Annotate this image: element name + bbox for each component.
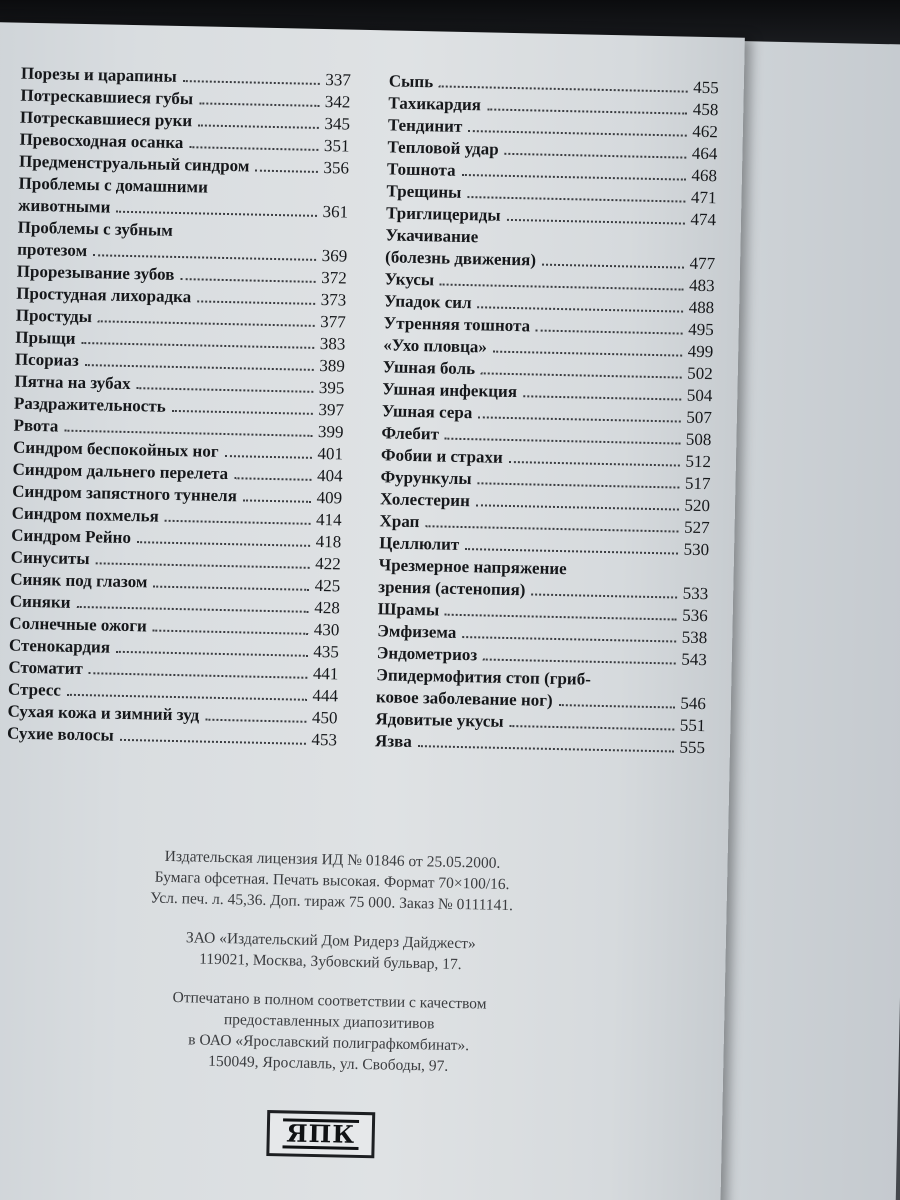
entry-page-number: 536 [682,605,708,626]
leader-dots [255,169,317,173]
leader-dots [461,173,685,181]
entry-page-number: 409 [316,487,343,508]
entry-title: Сухая кожа и зимний зуд [7,701,200,725]
entry-page-number: 504 [686,385,713,406]
entry-title: Рвота [13,415,59,436]
entry-title: Сыпь [388,71,434,92]
entry-title: животными [17,195,111,217]
entry-title: Ушная инфекция [382,379,518,402]
entry-title: Шрамы [377,599,440,620]
leader-dots [98,319,314,327]
entry-page-number: 462 [692,121,719,142]
entry-page-number: 471 [690,187,717,208]
leader-dots [76,605,308,613]
entry-page-number: 555 [679,737,706,758]
leader-dots [523,394,681,400]
leader-dots [183,79,320,85]
entry-title: Синуситы [10,547,90,569]
leader-dots [224,454,311,459]
leader-dots [493,350,682,357]
leader-dots [445,437,680,445]
entry-page-number: 356 [323,158,350,178]
entry-page-number: 345 [324,114,351,134]
logo-text: ЯПК [282,1118,359,1150]
entry-title: Целлюлит [378,533,460,554]
leader-dots [531,592,676,598]
entry-title: Солнечные ожоги [9,613,148,636]
entry-title: Ядовитые укусы [375,709,504,731]
entry-title: Упадок сил [384,291,472,313]
entry-title: Храп [379,511,420,532]
leader-dots [165,519,310,525]
entry-title: Язва [374,731,413,751]
leader-dots [234,476,311,481]
entry-page-number: 527 [683,517,710,538]
entry-page-number: 458 [692,99,719,120]
entry-title: Предменструальный синдром [18,151,250,176]
leader-dots [487,107,687,114]
entry-title: Сухие волосы [6,723,114,745]
entry-title: Триглицериды [385,203,501,225]
entry-page-number: 444 [312,685,339,706]
entry-title: Пятна на зубах [14,371,131,394]
publisher-line: 119021, Москва, Зубовский бульвар, 17. [199,950,462,974]
leader-dots [81,341,313,349]
printer-logo [266,1110,375,1158]
index-column-right [375,70,719,759]
leader-dots [509,460,680,467]
entry-title: Стоматит [8,657,84,679]
entry-page-number: 464 [691,143,718,164]
leader-dots [172,409,313,415]
entry-title: Фурункулы [380,467,472,489]
leader-dots [440,282,683,290]
entry-title: (болезнь движения) [384,247,537,270]
entry-title: Синдром запястного туннеля [11,481,238,506]
entry-title: Порезы и царапины [20,63,177,86]
leader-dots [197,299,315,304]
entry-page-number: 551 [679,715,706,736]
entry-title: Раздражительность [13,393,166,416]
entry-page-number: 474 [690,209,717,230]
entry-title: ковое заболевание ног) [375,687,553,710]
leader-dots [153,629,308,635]
entry-page-number: 361 [322,202,349,222]
leader-dots [205,718,306,723]
entry-page-number: 428 [314,597,341,618]
entry-title: Ушная боль [382,357,476,379]
imprint-block [78,844,583,1097]
leader-dots [542,263,684,269]
leader-dots [418,744,674,752]
entry-page-number: 507 [686,407,713,428]
leader-dots [180,277,315,283]
entry-title: Синдром похмелья [11,503,160,526]
entry-title: Тепловой удар [387,137,499,159]
entry-page-number: 430 [313,619,340,640]
leader-dots [465,547,677,554]
entry-page-number: 477 [689,253,716,274]
leader-dots [189,145,318,151]
entry-page-number: 369 [321,245,348,266]
entry-page-number: 418 [315,531,342,552]
leader-dots [153,585,308,591]
entry-page-number: 495 [688,319,714,340]
entry-page-number: 422 [315,553,341,574]
entry-title: Псориаз [14,349,79,370]
entry-title: Тендинит [387,115,463,136]
leader-dots [536,329,682,335]
entry-page-number: 373 [320,289,347,310]
entry-title: Укусы [384,269,435,290]
entry-page-number: 399 [317,421,344,442]
entry-title: зрения (астенопия) [378,577,526,600]
entry-page-number: 512 [685,451,712,472]
entry-title: Тошнота [386,159,456,180]
entry-title: Флебит [381,423,440,444]
leader-dots [95,561,309,568]
imprint-line: Издательская лицензия ИД № 01846 от 25.05.2000. [164,847,501,872]
entry-title: Простуды [15,305,93,327]
leader-dots [483,657,675,664]
leader-dots [439,84,687,92]
entry-page-number: 520 [684,495,711,516]
entry-title: протезом [17,239,88,261]
entry-title: Синдром дальнего перелета [12,459,229,484]
entry-page-number: 453 [311,729,338,750]
entry-title: Эндометриоз [376,643,478,665]
leader-dots [137,540,310,547]
entry-page-number: 468 [691,165,718,186]
book-page [0,22,745,1200]
entry-page-number: 337 [325,70,352,90]
imprint-line: Усл. печ. л. 45,36. Доп. тираж 75 000. Заказ № 0111141. [150,889,514,915]
printer-line: Отпечатано в полном соответствии с качеством [172,989,487,1013]
entry-title: Потрескавшиеся губы [20,85,194,109]
entry-page-number: 530 [683,539,710,560]
entry-title: Проблемы с домашними [18,173,209,197]
leader-dots [136,386,312,393]
entry-page-number: 404 [316,465,343,486]
entry-page-number: 397 [318,399,345,420]
entry-title: Синдром беспокойных ног [12,437,219,461]
leader-dots [93,253,316,261]
entry-page-number: 401 [317,443,344,464]
entry-page-number: 441 [312,663,339,684]
entry-page-number: 450 [311,707,338,728]
publisher-info [80,925,581,977]
entry-page-number: 538 [681,627,708,648]
printer-line: 150049, Ярославль, ул. Свободы, 97. [208,1052,449,1075]
entry-title: Стенокардия [8,635,111,657]
leader-dots [478,415,680,422]
entry-page-number: 389 [319,355,346,376]
leader-dots [481,371,681,378]
entry-page-number: 455 [693,77,719,98]
leader-dots [198,123,318,129]
entry-title: Простудная лихорадка [16,283,192,307]
entry-page-number: 377 [320,311,346,332]
entry-page-number: 395 [318,377,345,398]
entry-page-number: 483 [688,275,715,296]
entry-page-number: 372 [321,267,347,288]
leader-dots [510,724,674,730]
leader-dots [85,363,314,371]
entry-title: Холестерин [379,489,471,511]
entry-title: Стресс [7,679,62,700]
printer-line: в ОАО «Ярославский полиграфкомбинат». [188,1031,470,1055]
leader-dots [445,613,676,621]
entry-title: Синдром Рейно [11,525,132,548]
entry-page-number: 543 [681,649,708,670]
leader-dots [120,738,306,745]
entry-title: Синяки [9,591,71,612]
entry-page-number: 414 [315,509,342,530]
entry-page-number: 383 [319,333,346,354]
leader-dots [462,635,676,642]
leader-dots [478,305,683,312]
printer-info [78,985,580,1079]
entry-title: Укачивание [385,225,479,247]
publisher-line: ЗАО «Издательский Дом Ридерз Дайджест» [185,929,476,953]
entry-page-number: 533 [682,583,709,604]
entry-page-number: 499 [687,341,714,362]
entry-title: Эпидермофития стоп (гриб- [376,665,592,689]
entry-title: Трещины [386,181,462,202]
license-info [81,844,582,917]
leader-dots [559,703,675,708]
leader-dots [478,481,679,488]
leader-dots [505,152,686,159]
leader-dots [199,101,319,107]
entry-title: Тахикардия [388,93,482,115]
entry-page-number: 351 [323,136,350,156]
leader-dots [467,195,685,203]
leader-dots [468,129,686,137]
leader-dots [116,210,316,217]
leader-dots [64,429,312,437]
leader-dots [67,693,307,701]
leader-dots [116,650,307,657]
entry-title: Эмфизема [377,621,457,642]
entry-title: «Ухо пловца» [383,335,488,357]
entry-title: Прорезывание зубов [16,261,175,284]
leader-dots [89,671,307,679]
entry-page-number: 546 [680,693,707,714]
entry-title: Прыщи [15,327,76,348]
entry-title: Чрезмерное напряжение [378,555,567,579]
entry-page-number: 425 [314,575,341,596]
entry-page-number: 517 [684,473,711,494]
imprint-line: Бумага офсетная. Печать высокая. Формат 70×100/16. [154,868,510,894]
printer-line: предоставленных диапозитивов [223,1011,435,1033]
entry-title: Ушная сера [381,401,473,423]
leader-dots [507,218,685,225]
entry-page-number: 508 [685,429,712,450]
entry-title: Синяк под глазом [10,569,148,592]
entry-page-number: 488 [688,297,715,318]
entry-page-number: 435 [313,641,340,662]
leader-dots [476,503,679,510]
entry-page-number: 502 [687,363,713,384]
entry-title: Утренняя тошнота [383,313,531,336]
entry-title: Потрескавшиеся руки [19,107,193,131]
entry-title: Превосходная осанка [19,129,184,153]
leader-dots [425,524,678,532]
entry-title: Проблемы с зубным [17,217,174,240]
entry-title: Фобии и страхи [380,445,504,467]
leader-dots [243,498,311,502]
index-column-left [7,63,351,752]
entry-page-number: 342 [324,92,351,112]
